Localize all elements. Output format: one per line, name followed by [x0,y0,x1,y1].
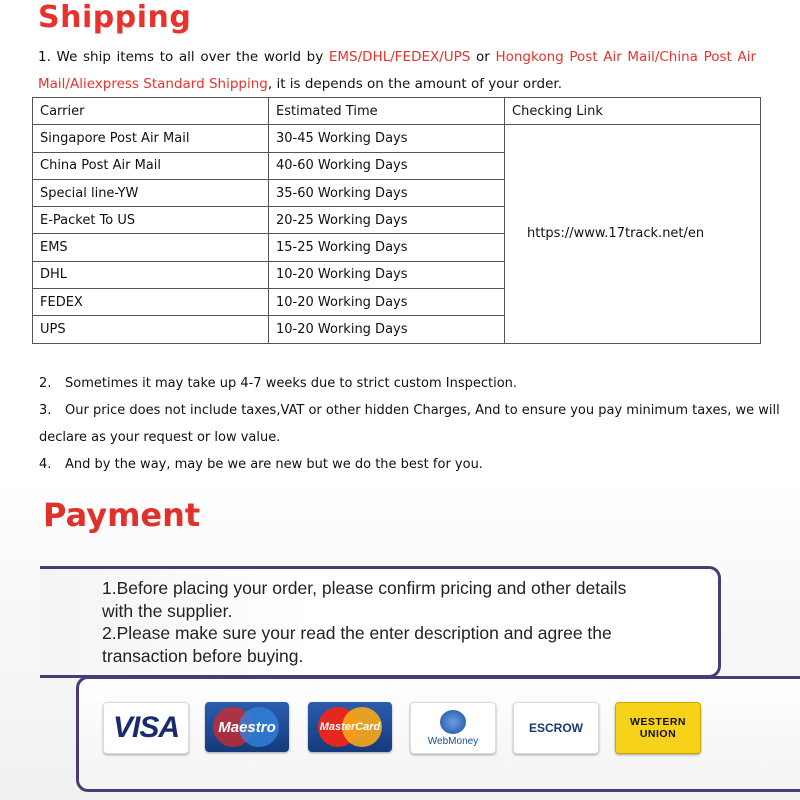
carrier-cell: EMS [33,234,269,261]
header-estimated-time: Estimated Time [269,98,505,125]
intro-post-carriers: Hongkong Post Air Mail/China Post Air Mail/Aliexpress Standard Shipping [38,49,756,92]
note-text: Our price does not include taxes,VAT or other hidden Charges, And to ensure you pay minimum taxes, we will [65,403,780,418]
western-union-line-1: WESTERN [630,716,686,728]
table-header-row [33,98,761,125]
shipping-table [32,97,761,344]
note-number: 4. [39,457,52,472]
notice-line: 1.Before placing your order, please confirm pricing and other details [102,578,627,598]
carrier-cell: Singapore Post Air Mail [33,125,269,152]
intro-tail: , it is depends on the amount of your order. [267,76,562,92]
time-cell: 40-60 Working Days [269,152,505,179]
time-cell: 15-25 Working Days [269,234,505,261]
shipping-notes [39,370,780,478]
note-number: 2. [39,376,52,391]
note-text: declare as your request or low value. [39,430,281,445]
mastercard-logo-text: MasterCard [319,721,381,733]
visa-logo-text: VISA [112,711,180,744]
western-union-line-2: UNION [639,728,677,740]
table-row [33,125,761,152]
note-item [39,397,780,424]
visa-logo [103,702,189,754]
western-union-logo [615,702,701,754]
tracking-link[interactable]: https://www.17track.net/en [505,125,761,343]
maestro-logo [205,702,289,752]
maestro-logo-text: Maestro [218,718,276,736]
note-number: 3. [39,403,52,418]
carrier-cell: Special line-YW [33,179,269,206]
intro-lead: 1. We ship items to all over the world by [38,49,329,65]
notice-line: transaction before buying. [102,645,304,666]
intro-express-carriers: EMS/DHL/FEDEX/UPS [328,49,471,65]
carrier-cell: China Post Air Mail [33,152,269,179]
time-cell: 10-20 Working Days [269,289,505,316]
webmoney-logo-text: WebMoney [427,735,479,747]
payment-heading: Payment [43,496,201,534]
time-cell: 20-25 Working Days [269,207,505,234]
western-union-logo-text [630,716,686,740]
shipping-heading: Shipping [38,0,192,35]
time-cell: 10-20 Working Days [269,316,505,343]
shipping-intro [38,44,756,98]
webmoney-logo [410,702,496,754]
time-cell: 30-45 Working Days [269,125,505,152]
carrier-cell: FEDEX [33,289,269,316]
notice-line: with the supplier. [102,600,233,621]
globe-icon [440,710,466,734]
intro-mid: or [470,49,496,65]
mastercard-logo [308,702,392,752]
note-item [39,424,761,451]
header-carrier: Carrier [33,98,269,125]
escrow-logo [513,702,599,754]
carrier-cell: E-Packet To US [33,207,269,234]
carrier-cell: UPS [33,316,269,343]
time-cell: 35-60 Working Days [269,179,505,206]
time-cell: 10-20 Working Days [269,261,505,288]
note-item [39,451,761,478]
payment-notice [102,577,702,667]
note-text: Sometimes it may take up 4-7 weeks due to strict custom Inspection. [65,376,518,391]
note-text: And by the way, may be we are new but we do the best for you. [65,457,483,472]
note-item [39,370,761,397]
header-checking-link: Checking Link [505,98,761,125]
escrow-logo-text: ESCROW [529,721,583,735]
notice-line: 2.Please make sure your read the enter description and agree the [102,623,612,643]
carrier-cell: DHL [33,261,269,288]
